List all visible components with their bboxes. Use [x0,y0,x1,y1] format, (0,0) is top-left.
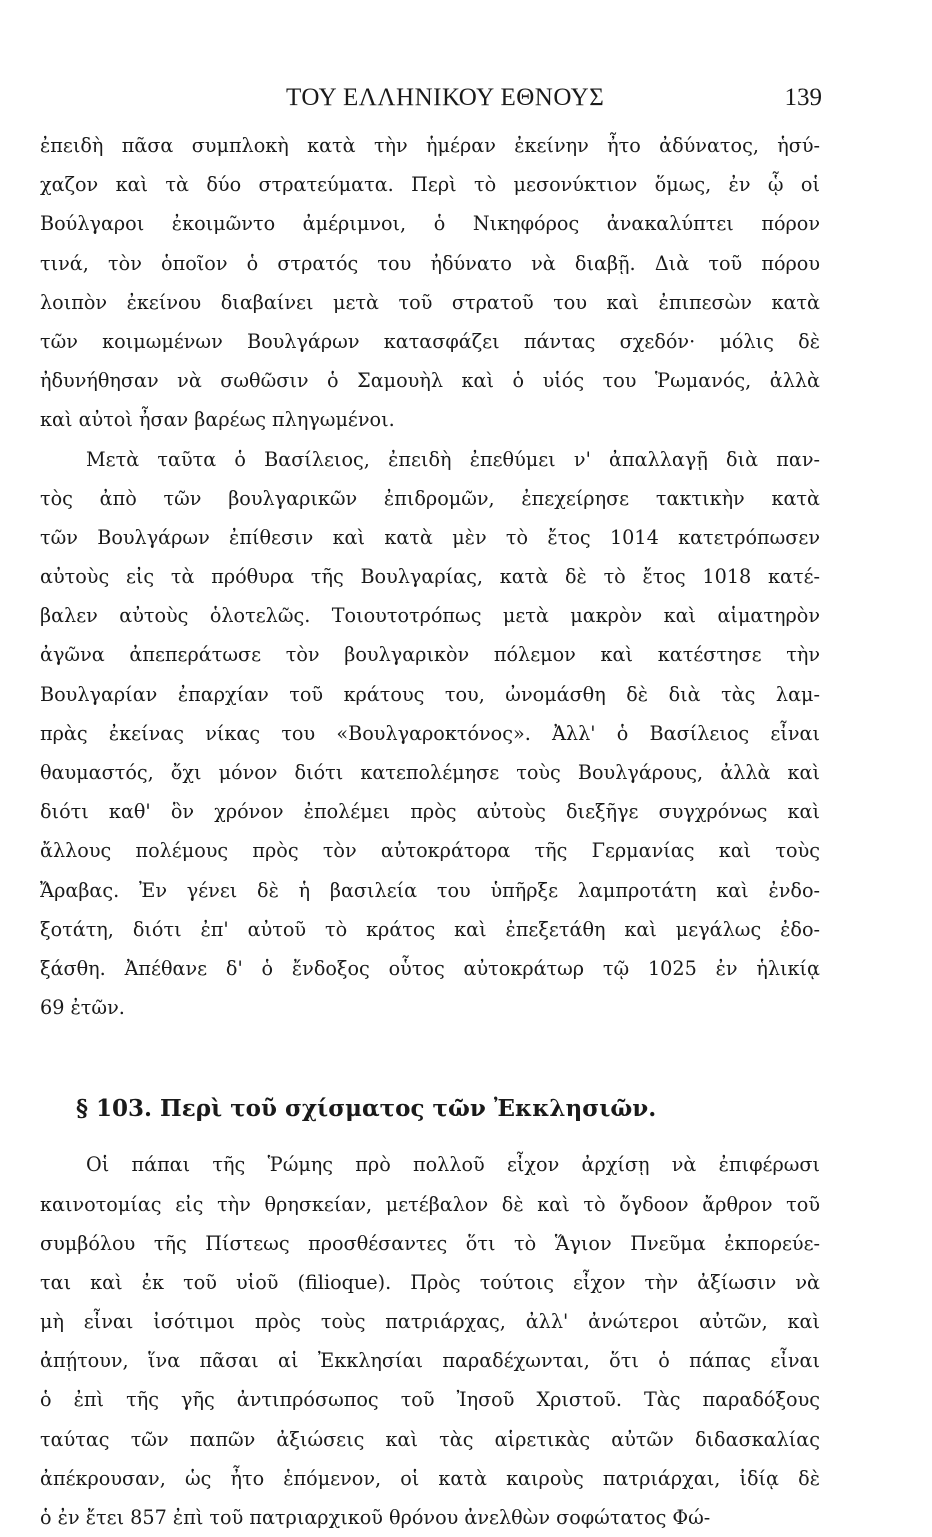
text-line: πρὰς ἐκείνας νίκας του «Βουλγαροκτόνος». Ἀλλ' ὁ Βασίλειος εἶναι [40,721,820,745]
page-number: 139 [784,84,822,111]
text-line: Βουλγαρίαν ἐπαρχίαν τοῦ κράτους του, ὠνομάσθη δὲ διὰ τὰς λαμ- [40,682,820,706]
text-line: Οἱ πάπαι τῆς Ῥώμης πρὸ πολλοῦ εἶχον ἀρχίσῃ νὰ ἐπιφέρωσι [86,1153,820,1177]
text-line: θαυμαστός, ὄχι μόνον διότι κατεπολέμησε τοὺς Βουλγάρους, ἀλλὰ καὶ [40,761,820,784]
text-line: τινά, τὸν ὁποῖον ὁ στρατός του ἠδύνατο νὰ διαβῇ. Διὰ τοῦ πόρου [40,251,820,275]
text-line: βαλεν αὐτοὺς ὁλοτελῶς. Τοιουτοτρόπως μετὰ μακρὸν καὶ αἱματηρὸν [40,604,820,628]
text-line: ὁ ἐν ἔτει 857 ἐπὶ τοῦ πατριαρχικοῦ θρόνου ἀνελθὼν σοφώτατος Φώ- [40,1506,711,1529]
paragraph-3 [40,1145,820,1537]
text-line: τὸς ἀπὸ τῶν βουλγαρικῶν ἐπιδρομῶν, ἐπεχείρησε τακτικὴν κατὰ [40,486,820,510]
text-line: αὐτοὺς εἰς τὰ πρόθυρα τῆς Βουλγαρίας, κατὰ δὲ τὸ ἔτος 1018 κατέ- [40,565,820,589]
text-line: διότι καθ' ὃν χρόνον ἐπολέμει πρὸς αὐτοὺς διεξῆγε συγχρόνως καὶ [40,800,820,824]
text-line: 69 ἐτῶν. [40,996,125,1020]
text-line: τῶν κοιμωμένων Βουλγάρων κατασφάζει πάντας σχεδόν· μόλις δὲ [40,329,820,353]
text-line: ἀγῶνα ἀπεπεράτωσε τὸν βουλγαρικὸν πόλεμον καὶ κατέστησε τὴν [40,643,820,667]
text-line: ἄλλους πολέμους πρὸς τὸν αὐτοκράτορα τῆς Γερμανίας καὶ τοὺς [40,839,820,863]
body-text [40,126,820,1537]
text-line: καινοτομίας εἰς τὴν θρησκείαν, μετέβαλον δὲ καὶ τὸ ὄγδοον ἄρθρον τοῦ [40,1192,820,1216]
text-line: ἀπέκρουσαν, ὡς ἦτο ἑπόμενον, οἱ κατὰ καιροὺς πατριάρχαι, ἰδίᾳ δὲ [40,1466,820,1490]
text-line: ταύτας τῶν παπῶν ἀξιώσεις καὶ τὰς αἱρετικὰς αὐτῶν διδασκαλίας [40,1427,820,1451]
running-head [0,84,932,120]
paragraph-2 [40,440,820,1028]
text-line: Μετὰ ταῦτα ὁ Βασίλειος, ἐπειδὴ ἐπεθύμει ν' ἀπαλλαγῇ διὰ παν- [86,447,820,471]
text-line: ἠδυνήθησαν νὰ σωθῶσιν ὁ Σαμουὴλ καὶ ὁ υἱός του Ῥωμανός, ἀλλὰ [40,369,820,393]
text-line: συμβόλου τῆς Πίστεως προσθέσαντες ὅτι τὸ Ἅγιον Πνεῦμα ἐκπορεύε- [40,1231,820,1255]
text-line: Ἄραβας. Ἐν γένει δὲ ἡ βασιλεία του ὑπῆρξε λαμπροτάτη καὶ ἐνδο- [40,878,820,902]
text-line: ξοτάτη, διότι ἐπ' αὐτοῦ τὸ κράτος καὶ ἐπεξετάθη καὶ μεγάλως ἐδο- [40,917,820,941]
text-line: τῶν Βουλγάρων ἐπίθεσιν καὶ κατὰ μὲν τὸ ἔτος 1014 κατετρόπωσεν [40,525,820,549]
text-line: ἐπειδὴ πᾶσα συμπλοκὴ κατὰ τὴν ἡμέραν ἐκείνην ἦτο ἀδύνατος, ἡσύ- [40,134,820,157]
text-line: καὶ αὐτοὶ ἦσαν βαρέως πληγωμένοι. [40,408,395,432]
text-line: ται καὶ ἐκ τοῦ υἱοῦ (filioque). Πρὸς τούτοις εἶχον τὴν ἀξίωσιν νὰ [40,1270,820,1294]
text-line: μὴ εἶναι ἰσότιμοι πρὸς τοὺς πατριάρχας, ἀλλ' ἀνώτεροι αὐτῶν, καὶ [40,1310,820,1334]
paragraph-1 [40,126,820,440]
text-line: ὁ ἐπὶ τῆς γῆς ἀντιπρόσωπος τοῦ Ἰησοῦ Χριστοῦ. Τὰς παραδόξους [40,1388,820,1412]
text-line: λοιπὸν ἐκείνου διαβαίνει μετὰ τοῦ στρατοῦ του καὶ ἐπιπεσὼν κατὰ [40,290,820,314]
text-line: χαζον καὶ τὰ δύο στρατεύματα. Περὶ τὸ μεσονύκτιον ὅμως, ἐν ᾧ οἱ [40,173,820,197]
text-line: ξάσθη. Ἀπέθανε δ' ὁ ἔνδοξος οὗτος αὐτοκράτωρ τῷ 1025 ἐν ἡλικίᾳ [40,956,820,980]
text-line: ἀπῄτουν, ἵνα πᾶσαι αἱ Ἐκκλησίαι παραδέχωνται, ὅτι ὁ πάπας εἶναι [40,1349,820,1373]
text-line: Βούλγαροι ἐκοιμῶντο ἀμέριμνοι, ὁ Νικηφόρος ἀνακαλύπτει πόρον [40,212,820,236]
running-head-title: ΤΟΥ ΕΛΛΗΝΙΚΟΥ ΕΘΝΟΥΣ [286,84,605,111]
section-heading: § 103. Περὶ τοῦ σχίσματος τῶν Ἐκκλησιῶν. [76,1095,657,1123]
